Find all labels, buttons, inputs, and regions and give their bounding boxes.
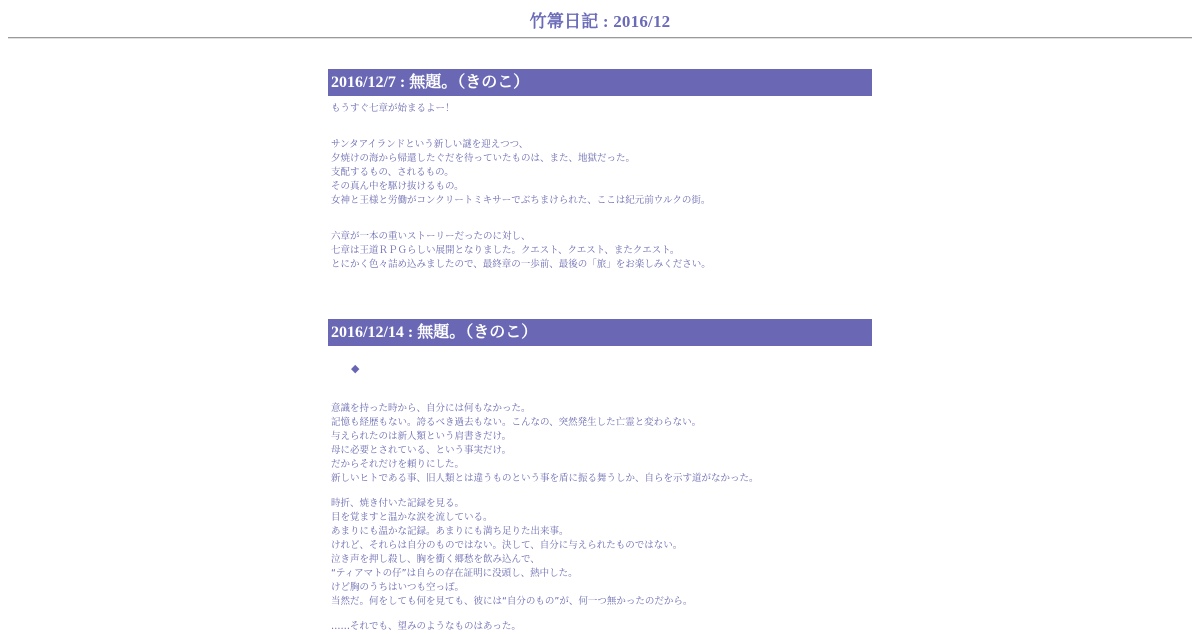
text-line: けど胸のうちはいつも空っぽ。 xyxy=(331,582,465,593)
text-line: 七章は王道ＲＰＧらしい展開となりました。クエスト、クエスト、またクエスト。 xyxy=(331,245,680,256)
text-line: 夕焼けの海から帰還したぐだを待っていたものは、また、地獄だった。 xyxy=(331,153,636,164)
entry-paragraph xyxy=(331,138,872,208)
header-divider xyxy=(8,37,1192,39)
page-header xyxy=(0,0,1200,36)
entry-body xyxy=(328,96,872,272)
text-line: 新しいヒトである事、旧人類とは違うものという事を盾に振る舞うしか、自らを示す道がなかった。 xyxy=(331,473,759,484)
text-line: あまりにも温かな記録。あまりにも満ち足りた出来事。 xyxy=(331,526,569,537)
entry-body xyxy=(328,346,872,634)
text-line: 泣き声を押し殺し、胸を衝く郷愁を飲み込んで、 xyxy=(331,554,540,565)
text-line: 六章が一本の重いストーリーだったのに対し、 xyxy=(331,231,531,242)
text-line: けれど、それらは自分のものではない。決して、自分に与えられたものではない。 xyxy=(331,540,683,551)
text-line: もうすぐ七章が始まるよー！ xyxy=(331,103,455,114)
page-title: 竹箒日記 : 2016/12 xyxy=(529,12,671,31)
entry-paragraph xyxy=(331,102,872,116)
text-line: だからそれだけを頼りにした。 xyxy=(331,459,465,470)
entry-title: 2016/12/7 : 無題。（きのこ） xyxy=(328,69,872,96)
text-line: 支配するもの、されるもの。 xyxy=(331,167,454,178)
entry-paragraph xyxy=(331,402,872,486)
diary-content xyxy=(328,69,872,634)
text-line: 与えられたのは新人類という肩書きだけ。 xyxy=(331,431,512,442)
diamond-icon: ◆ xyxy=(351,362,360,375)
diary-entry xyxy=(328,319,872,634)
entry-paragraph xyxy=(331,620,872,634)
text-line: “ティアマトの仔”は自らの存在証明に没頭し、熱中した。 xyxy=(331,568,578,579)
text-line: 目を覚ますと温かな涙を流している。 xyxy=(331,512,493,523)
text-line: とにかく色々詰め込みましたので、最終章の一歩前、最後の「旅」をお楽しみください。 xyxy=(331,259,711,270)
entry-paragraph xyxy=(331,497,872,609)
diary-entry xyxy=(328,69,872,272)
text-line: その真ん中を駆け抜けるもの。 xyxy=(331,181,464,192)
text-line: 母に必要とされている、という事実だけ。 xyxy=(331,445,512,456)
text-line: 時折、焼き付いた記録を見る。 xyxy=(331,498,465,509)
text-line: 記憶も経歴もない。誇るべき過去もない。こんなの、突然発生した亡霊と変わらない。 xyxy=(331,417,702,428)
text-line: 意識を持った時から、自分には何もなかった。 xyxy=(331,403,531,414)
entry-title: 2016/12/14 : 無題。（きのこ） xyxy=(328,319,872,346)
text-line: 当然だ。何をしても何を見ても、彼には“自分のもの”が、何一つ無かったのだから。 xyxy=(331,596,693,607)
entry-paragraph xyxy=(331,230,872,272)
text-line: ……それでも、望みのようなものはあった。 xyxy=(331,621,521,632)
text-line: 女神と王様と労働がコンクリートミキサーでぶちまけられた、ここは紀元前ウルクの街。 xyxy=(331,195,711,206)
text-line: サンタアイランドという新しい謎を迎えつつ、 xyxy=(331,139,529,150)
